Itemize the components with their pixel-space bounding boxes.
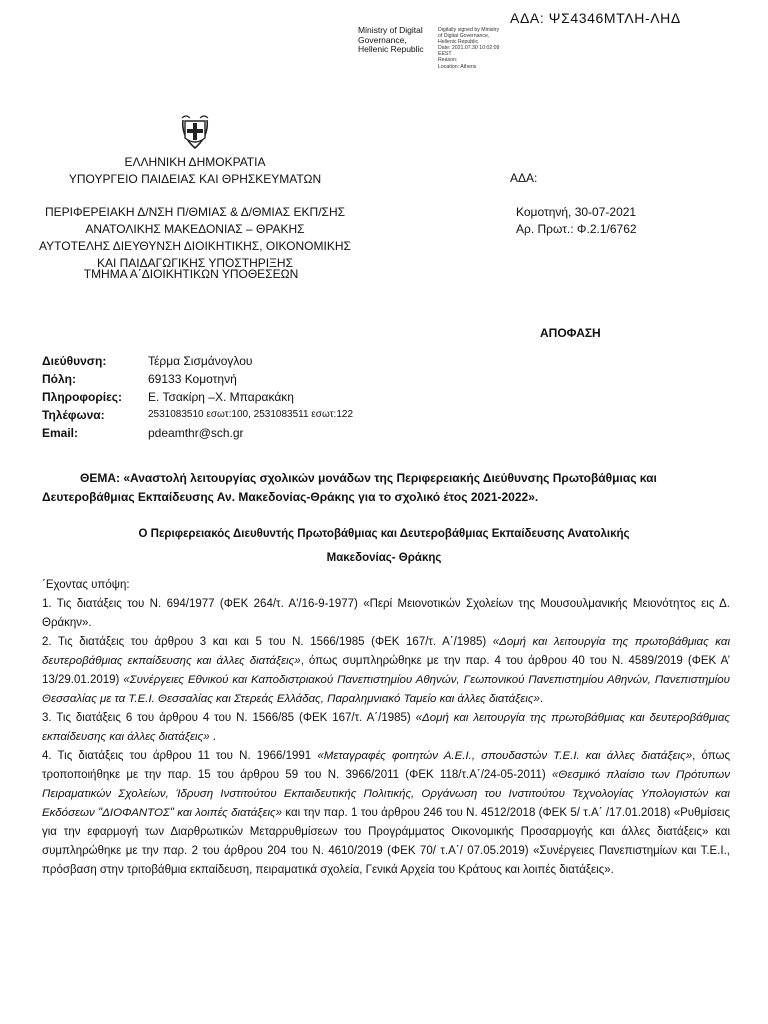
paragraph-3: 3. Τις διατάξεις 6 του άρθρου 4 του Ν. 1566/85 (ΦΕΚ 167/τ. Α΄/1985) «Δομή και λειτουργία της πρωτοβάθμιας και δευτεροβάθμιας εκπαίδευσης και άλλες διατάξεις» . bbox=[42, 712, 730, 743]
ada-code: ΑΔΑ: ΨΣ4346ΜΤΛΗ-ΛΗΔ bbox=[510, 10, 681, 26]
department-line: ΤΜΗΜΑ Α΄ΔΙΟΙΚΗΤΙΚΩΝ ΥΠΟΘΕΣΕΩΝ bbox=[83, 267, 299, 281]
protocol-number: Αρ. Πρωτ.: Φ.2.1/6762 bbox=[516, 222, 637, 236]
department-line: ΠΕΡΙΦΕΡΕΙΑΚΗ Δ/ΝΣΗ Π/ΘΜΙΑΣ & Δ/ΘΜΙΑΣ ΕΚΠ/ΣΗΣ bbox=[44, 205, 346, 219]
department-line: ΑΝΑΤΟΛΙΚΗΣ ΜΑΚΕΔΟΝΙΑΣ – ΘΡΑΚΗΣ bbox=[85, 222, 305, 236]
document-body bbox=[42, 576, 730, 880]
ada-label: ΑΔΑ: bbox=[510, 171, 538, 185]
director-line: Ο Περιφερειακός Διευθυντής Πρωτοβάθμιας και Δευτεροβάθμιας Εκπαίδευσης Ανατολικής bbox=[138, 528, 630, 540]
republic-title: ΕΛΛΗΝΙΚΗ ΔΗΜΟΚΡΑΤΙΑ bbox=[124, 155, 266, 169]
paragraph-2: 2. Τις διατάξεις του άρθρου 3 και και 5 του Ν. 1566/1985 (ΦΕΚ 167/τ. Α΄/1985) «Δομή και λειτουργία της πρωτοβάθμιας και δευτεροβάθμιας εκπαίδευσης και άλλες διατάξεις», όπως συμπληρώθηκε με την παρ. 4 του άρθρου 40 του Ν. 4589/2019 (ΦΕΚ Α’ 13/29.01.2019) «Συνέργειες Εθνικού και Καποδιστριακού Πανεπιστημίου Αθηνών, Γεωπονικού Πανεπιστημίου Αθηνών, Πανεπιστημίου Θεσσαλίας με τα Τ.Ε.Ι. Θεσσαλίας και Στερεάς Ελλάδας, Παραλημνιακό Ταμείο και άλλες διατάξεις». bbox=[42, 636, 731, 705]
date-protocol-block bbox=[516, 204, 637, 238]
contact-values bbox=[148, 352, 353, 442]
contact-info: Ε. Τσακίρη –Χ. Μπαρακάκη bbox=[148, 390, 294, 404]
contact-city: 69133 Κομοτηνή bbox=[148, 372, 237, 386]
paragraph-1: 1. Τις διατάξεις του Ν. 694/1977 (ΦΕΚ 264/τ. Α'/16-9-1977) «Περί Μειονοτικών Σχολείων της Μουσουλμανικής Μειονότητος εις Δ. Θράκην». bbox=[42, 598, 730, 629]
director-line: Μακεδονίας- Θράκης bbox=[326, 552, 442, 564]
decision-title: ΑΠΟΦΑΣΗ bbox=[540, 326, 601, 340]
contact-labels: Διεύθυνση: Πόλη: Πληροφορίες: Τηλέφωνα: Email: bbox=[42, 354, 123, 440]
department-line: ΚΑΙ ΠΑΙΔΑΓΩΓΙΚΗΣ ΥΠΟΣΤΗΡΙΞΗΣ bbox=[96, 256, 294, 270]
contact-address: Τέρμα Σισμάνογλου bbox=[148, 354, 253, 368]
document-date: Κομοτηνή, 30-07-2021 bbox=[516, 205, 637, 219]
department-line: ΑΥΤΟΤΕΛΗΣ ΔΙΕΥΘΥΝΣΗ ΔΙΟΙΚΗΤΙΚΗΣ, ΟΙΚΟΝΟΜΙΚΗΣ bbox=[39, 239, 351, 253]
greek-emblem-icon bbox=[178, 112, 212, 152]
signature-details: Digitally signed by Ministry of Digital Governance, Hellenic Republic Date: 2021.07.30 10:02:09 EEST Reason: Location: Athens bbox=[438, 27, 500, 70]
contact-email: pdeamthr@sch.gr bbox=[148, 426, 244, 440]
subject-line: ΘΕΜΑ: «Αναστολή λειτουργίας σχολικών μονάδων της Περιφερειακής Διεύθυνσης Πρωτοβάθμιας και Δευτεροβάθμιας Εκπαίδευσης Αν. Μακεδονίας-Θράκης για το σχολικό έτος 2021-2022». bbox=[42, 471, 657, 504]
contact-phones: 2531083510 εσωτ:100, 2531083511 εσωτ:122 bbox=[148, 409, 354, 420]
paragraph-4: 4. Τις διατάξεις του άρθρου 11 του Ν. 1966/1991 «Μεταγραφές φοιτητών Α.Ε.Ι., σπουδαστών Τ.Ε.Ι. και άλλες διατάξεις», όπως τροποποιήθηκε με την παρ. 15 του άρθρου 59 του Ν. 3966/2011 (ΦΕΚ 118/τ.Α΄/24-05-2011) «Θεσμικό πλαίσιο των Πρότυπων Πειραματικών Σχολείων, Ίδρυση Ινστιτούτου Εκπαιδευτικής Πολιτικής, Οργάνωση του Ινστιτούτου Τεχνολογίας Υπολογιστών και Εκδόσεων "ΔΙΟΦΑΝΤΟΣ" και λοιπές διατάξεις» και την παρ. 1 του άρθρου 246 του Ν. 4512/2018 (ΦΕΚ 5/ τ.Α΄ /17.01.2018) «Ρυθμίσεις για την εφαρμογή των Διαρθρωτικών Μεταρρυθμίσεων του Προγράμματος Οικονομικής Προσαρμογής και άλλες διατάξεις» και συμπληρώθηκε με την παρ. 2 του άρθρου 204 του Ν. 4610/2019 (ΦΕΚ 70/ τ.Α΄/ 07.05.2019) «Συνέργειες Πανεπιστημίων και Τ.Ε.Ι., πρόσβαση στην τριτοβάθμια εκπαίδευση, πειραματικά σχολεία, Γενικά Αρχεία του Κράτους και λοιπές διατάξεις». bbox=[42, 750, 730, 876]
signature-ministry: Ministry of Digital Governance, Hellenic Republic bbox=[358, 25, 424, 54]
ministry-title: ΥΠΟΥΡΓΕΙΟ ΠΑΙΔΕΙΑΣ ΚΑΙ ΘΡΗΣΚΕΥΜΑΤΩΝ bbox=[68, 172, 322, 186]
considerations-intro: ΄Εχοντας υπόψη: bbox=[42, 579, 130, 591]
